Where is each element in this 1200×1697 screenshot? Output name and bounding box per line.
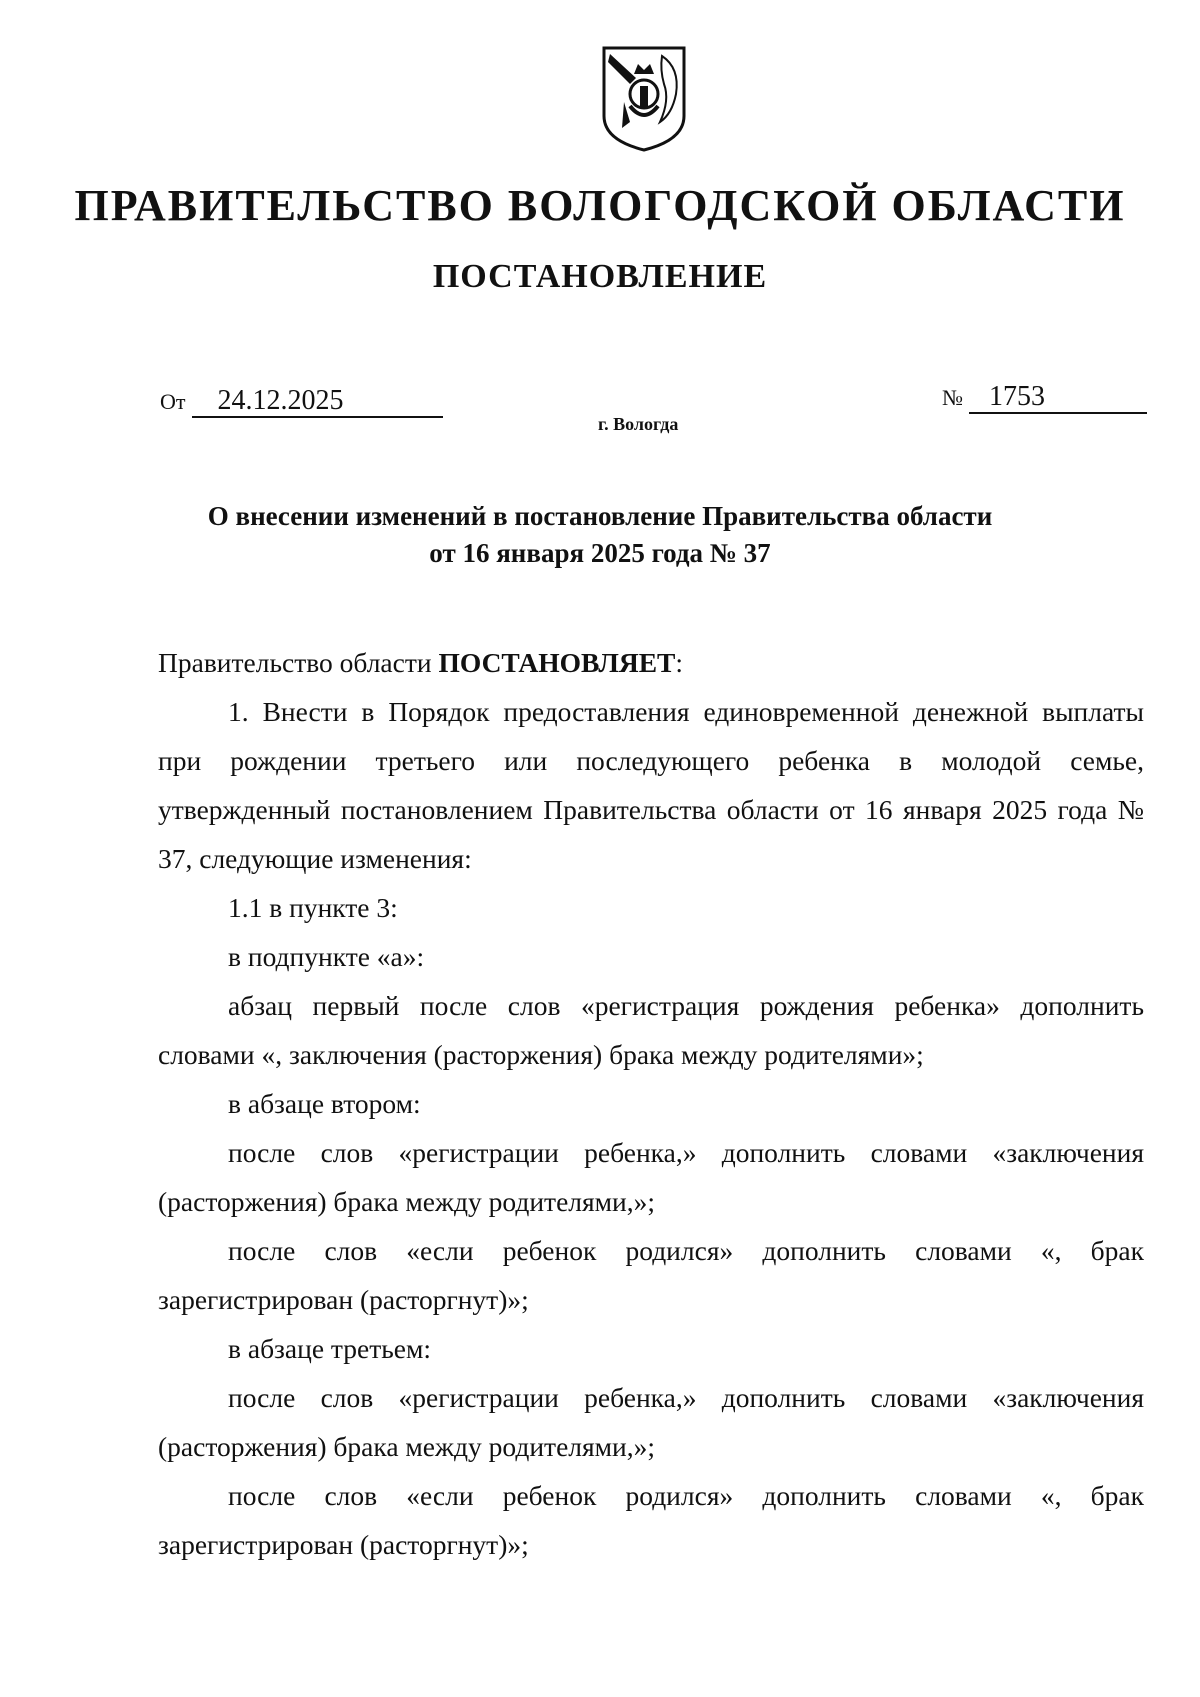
document-number: [942, 382, 1147, 414]
paragraph: абзац первый после слов «регистрация рождения ребенка» дополнить словами «, заключения (расторжения) брака между родителями»;: [158, 990, 1144, 1070]
paragraph: в абзаце втором:: [228, 1088, 421, 1119]
paragraph: 1. Внести в Порядок предоставления единовременной денежной выплаты при рождении третьего или последующего ребенка в молодой семье, утвержденный постановлением Правительства области от 16 января 2025 года № 37, следующие изменения:: [158, 696, 1144, 874]
document-type: ПОСТАНОВЛЕНИЕ: [432, 258, 768, 295]
intro-text: Правительство области: [158, 647, 439, 678]
organization-title: ПРАВИТЕЛЬСТВО ВОЛОГОДСКОЙ ОБЛАСТИ: [74, 181, 1126, 230]
subject-line: от 16 января 2025 года № 37: [429, 538, 771, 568]
document-date: [160, 386, 443, 418]
intro-paragraph: [158, 638, 1144, 687]
number-value: 1753: [969, 382, 1147, 414]
date-value: 24.12.2025: [192, 386, 443, 418]
paragraph: после слов «если ребенок родился» дополнить словами «, брак зарегистрирован (расторгнут)»;: [158, 1480, 1144, 1560]
paragraph: после слов «регистрации ребенка,» дополнить словами «заключения (расторжения) брака между родителями,»;: [158, 1137, 1144, 1217]
paragraph: после слов «регистрации ребенка,» дополнить словами «заключения (расторжения) брака между родителями,»;: [158, 1382, 1144, 1462]
intro-decree-word: ПОСТАНОВЛЯЕТ: [438, 647, 676, 678]
vologda-coat-of-arms-icon: [600, 44, 688, 154]
subject-line: О внесении изменений в постановление Правительства области: [207, 501, 993, 531]
paragraph: после слов «если ребенок родился» дополнить словами «, брак зарегистрирован (расторгнут)»;: [158, 1235, 1144, 1315]
paragraph: 1.1 в пункте 3:: [228, 892, 398, 923]
city: г. Вологда: [598, 414, 679, 434]
intro-tail: :: [675, 647, 684, 678]
paragraph: в абзаце третьем:: [228, 1333, 432, 1364]
document-subject: [150, 498, 1050, 572]
number-label: №: [942, 385, 963, 410]
date-label: От: [160, 389, 186, 414]
paragraph: в подпункте «а»:: [228, 941, 425, 972]
document-body: [158, 638, 1144, 1569]
